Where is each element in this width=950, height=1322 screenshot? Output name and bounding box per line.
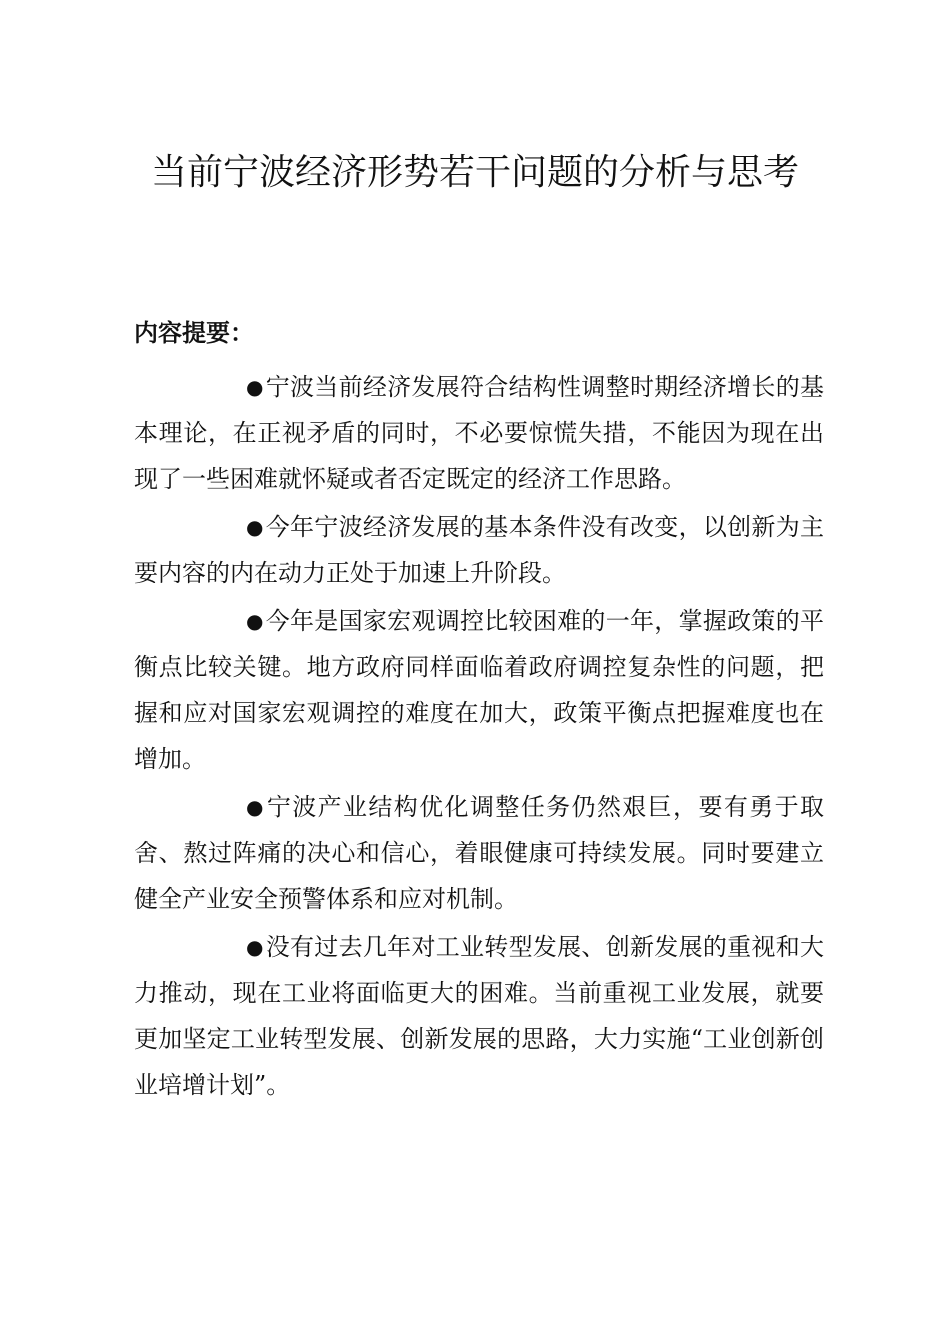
paragraph-text: 宁波当前经济发展符合结构性调整时期经济增长的基本理论，在正视矛盾的同时，不必要惊慌失措，不能因为现在出现了一些困难就怀疑或者否定既定的经济工作思路。 [134,373,824,493]
summary-paragraph-1 [134,364,824,502]
bullet-icon: ● [246,795,264,819]
paragraph-text: 宁波产业结构优化调整任务仍然艰巨，要有勇于取舍、熬过阵痛的决心和信心，着眼健康可持续发展。同时要建立健全产业安全预警体系和应对机制。 [134,793,824,913]
summary-paragraph-5 [134,924,824,1108]
bullet-icon: ● [246,609,264,633]
summary-paragraph-2 [134,504,824,596]
bullet-icon: ● [246,935,264,959]
paragraph-text: 今年是国家宏观调控比较困难的一年，掌握政策的平衡点比较关键。地方政府同样面临着政府调控复杂性的问题，把握和应对国家宏观调控的难度在加大，政策平衡点把握难度也在增加。 [134,607,824,773]
summary-paragraph-4 [134,784,824,922]
document-title: 当前宁波经济形势若干问题的分析与思考 [150,152,799,193]
summary-content [134,364,824,1110]
bullet-icon: ● [246,375,264,399]
summary-label: 内容提要： [134,319,254,347]
paragraph-text: 今年宁波经济发展的基本条件没有改变，以创新为主要内容的内在动力正处于加速上升阶段。 [134,513,824,587]
summary-paragraph-3 [134,598,824,782]
bullet-icon: ● [246,515,264,539]
paragraph-text: 没有过去几年对工业转型发展、创新发展的重视和大力推动，现在工业将面临更大的困难。当前重视工业发展，就要更加坚定工业转型发展、创新发展的思路，大力实施“工业创新创业培增计划”。 [134,933,824,1099]
